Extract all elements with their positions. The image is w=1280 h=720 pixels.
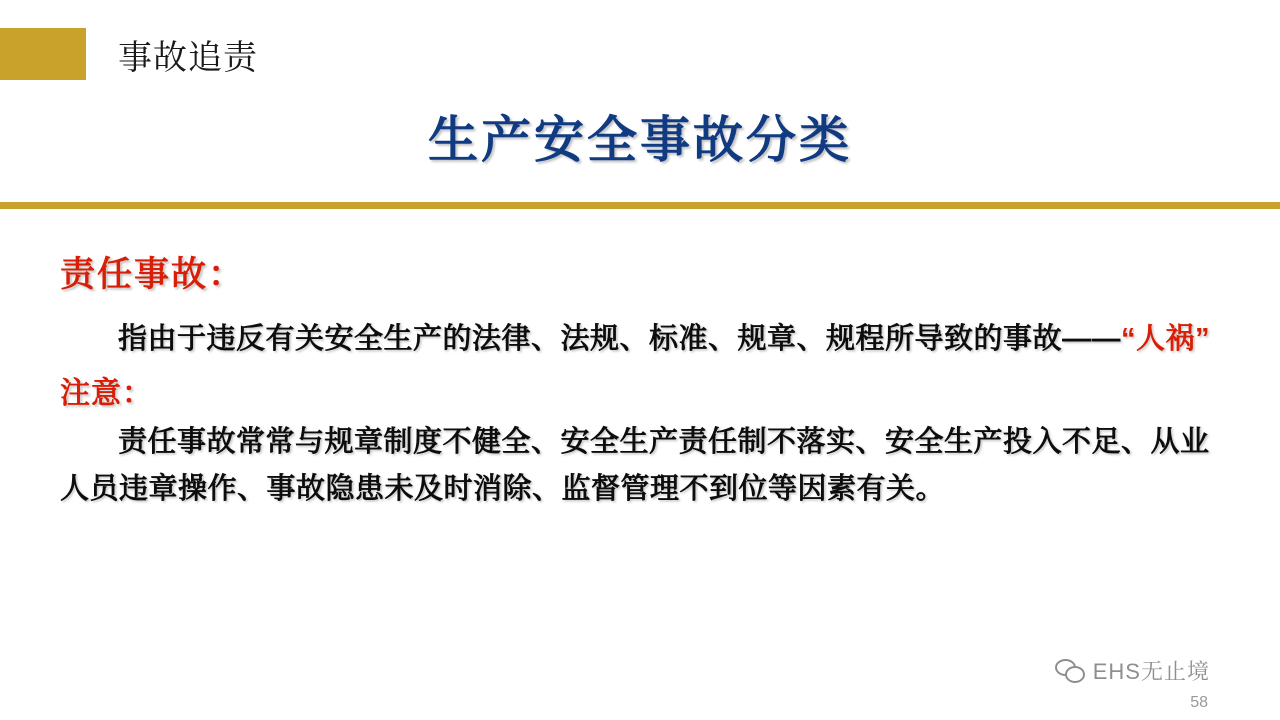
note-text: 责任事故常常与规章制度不健全、安全生产责任制不落实、安全生产投入不足、从业人员违章操作、事故隐患未及时消除、监督管理不到位等因素有关。 [60, 426, 1210, 506]
definition-text: 指由于违反有关安全生产的法律、法规、标准、规章、规程所导致的事故—— [118, 322, 1122, 355]
page-number: 58 [1190, 694, 1208, 711]
watermark-label: EHS无止境 [1092, 659, 1210, 684]
note-paragraph [60, 419, 1220, 513]
page-title: 生产安全事故分类 [428, 112, 852, 168]
content-body [60, 252, 1220, 513]
header-divider [0, 202, 1280, 209]
header-accent-block [0, 28, 86, 80]
note-label: 注意： [60, 377, 153, 411]
definition-paragraph [60, 316, 1220, 363]
watermark [1055, 655, 1210, 686]
definition-label: 责任事故： [60, 255, 246, 294]
header-kicker: 事故追责 [118, 39, 258, 77]
definition-text-highlight: “人祸” [1121, 322, 1211, 355]
wechat-icon [1055, 659, 1085, 683]
